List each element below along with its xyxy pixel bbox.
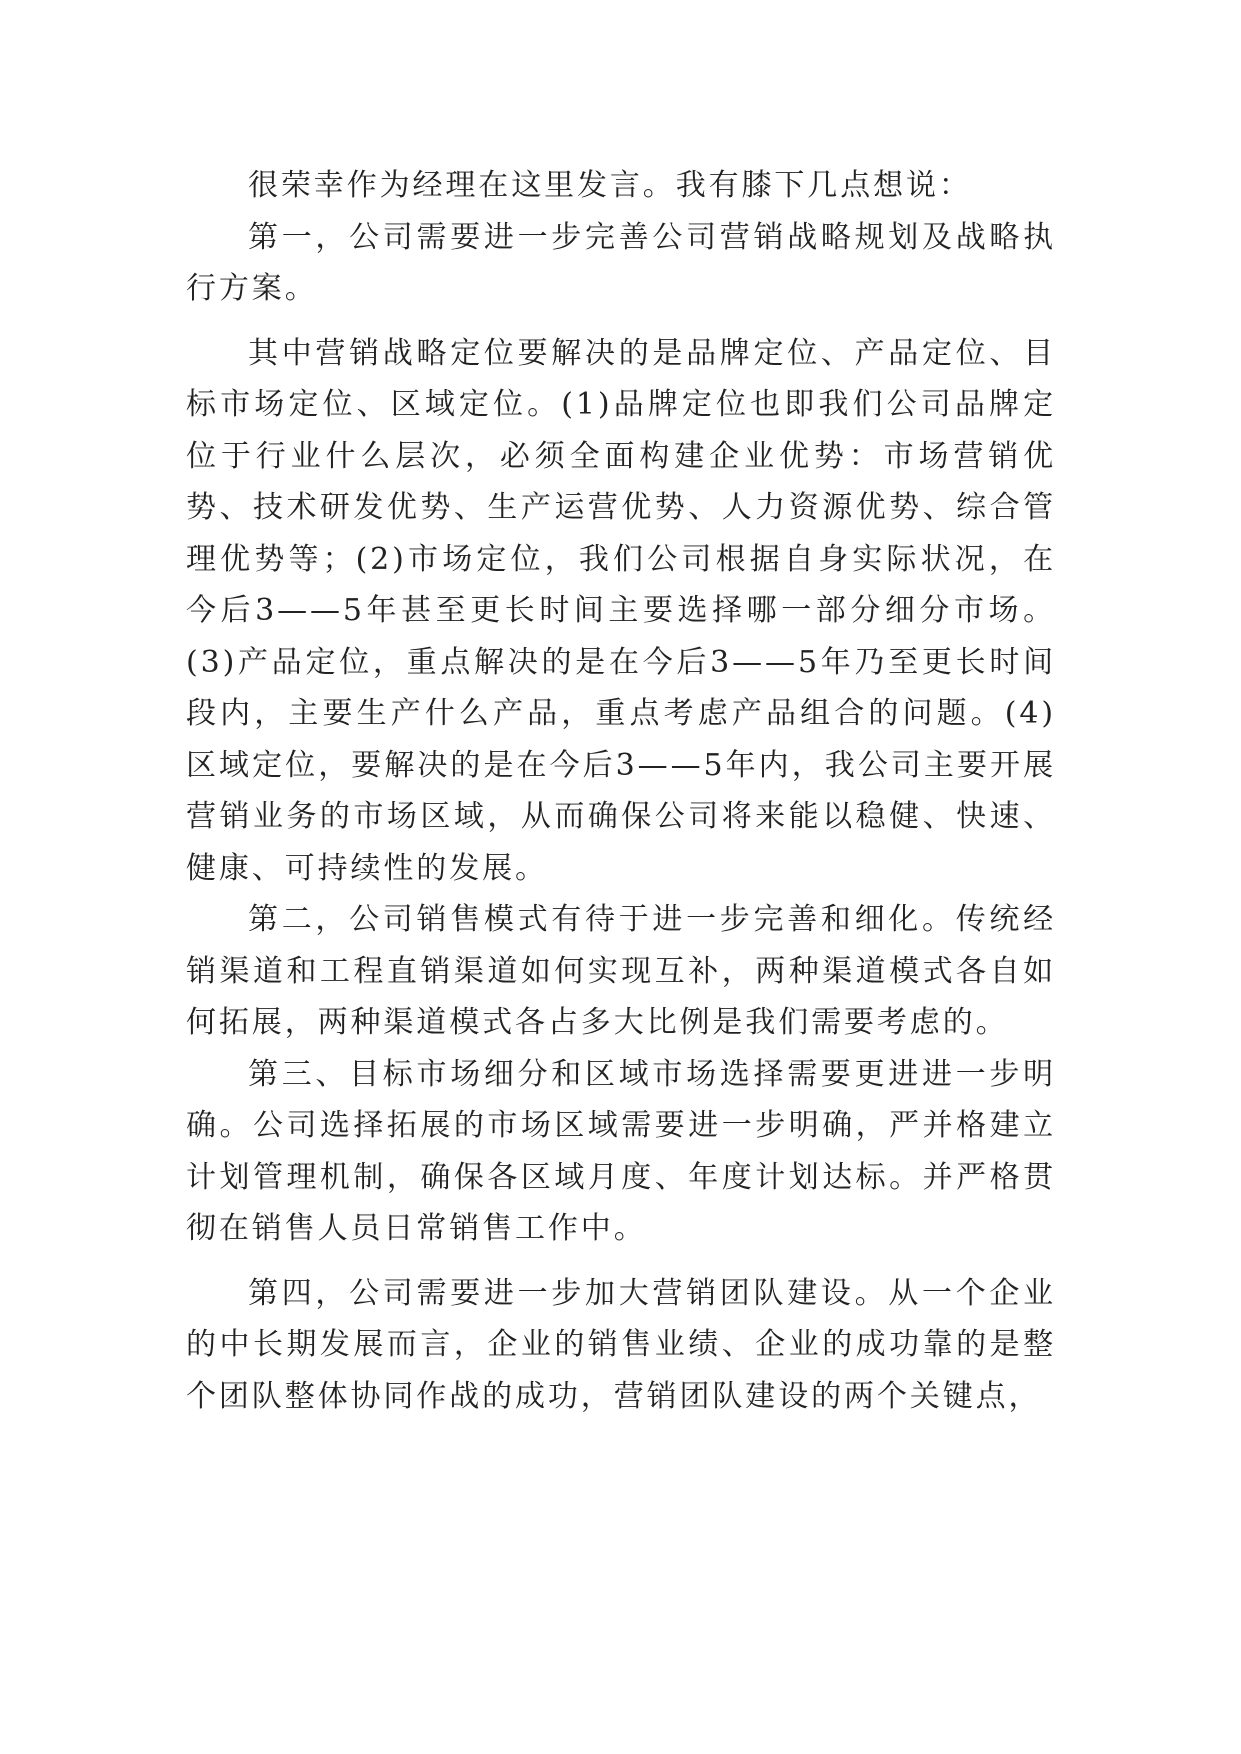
document-body bbox=[186, 160, 1056, 1422]
paragraph-point-three: 第三、目标市场细分和区域市场选择需要更进进一步明确。公司选择拓展的市场区域需要进一步明确，严并格建立计划管理机制，确保各区域月度、年度计划达标。并严格贯彻在销售人员日常销售工作中。 bbox=[186, 1056, 1056, 1246]
paragraph-opening: 很荣幸作为经理在这里发言。我有膝下几点想说： bbox=[248, 168, 972, 203]
paragraph-point-two: 第二，公司销售模式有待于进一步完善和细化。传统经销渠道和工程直销渠道如何实现互补，两种渠道模式各自如何拓展，两种渠道模式各占多大比例是我们需要考虑的。 bbox=[186, 902, 1056, 1040]
paragraph-point-one: 第一，公司需要进一步完善公司营销战略规划及战略执行方案。 bbox=[186, 219, 1056, 306]
paragraph-positioning: 其中营销战略定位要解决的是品牌定位、产品定位、目标市场定位、区域定位。(1)品牌定位也即我们公司品牌定位于行业什么层次，必须全面构建企业优势：市场营销优势、技术研发优势、生产运营优势、人力资源优势、综合管理优势等；(2)市场定位，我们公司根据自身实际状况，在今后3——5年甚至更长时间主要选择哪一部分细分市场。(3)产品定位，重点解决的是在今后3——5年乃至更长时间段内，主要生产什么产品，重点考虑产品组合的问题。(4)区域定位，要解决的是在今后3——5年内，我公司主要开展营销业务的市场区域，从而确保公司将来能以稳健、快速、健康、可持续性的发展。 bbox=[186, 335, 1056, 886]
paragraph-point-four: 第四，公司需要进一步加大营销团队建设。从一个企业的中长期发展而言，企业的销售业绩、企业的成功靠的是整个团队整体协同作战的成功，营销团队建设的两个关键点， bbox=[186, 1275, 1056, 1414]
